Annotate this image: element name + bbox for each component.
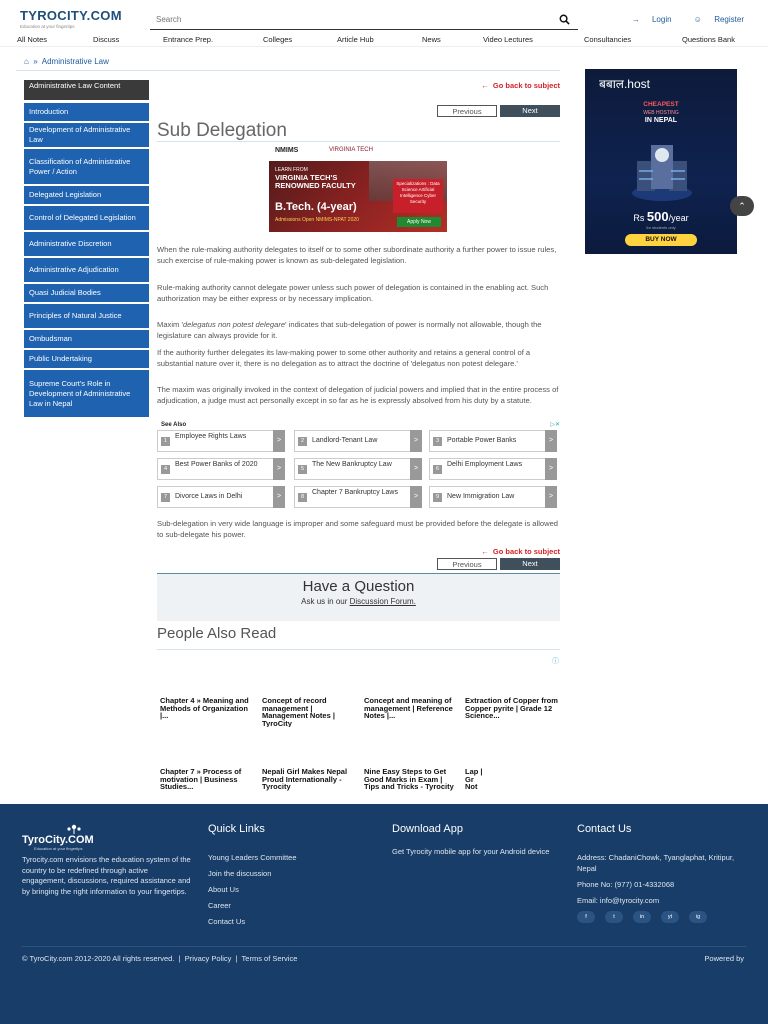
sidebar-item-delegated-legislation[interactable]: Delegated Legislation [24, 186, 149, 204]
login-label: Login [651, 15, 672, 24]
go-back-label: Go back to subject [492, 81, 560, 90]
site-header [0, 0, 768, 50]
privacy-policy-link[interactable]: Privacy Policy [184, 954, 232, 963]
see-also-number: 8 [298, 493, 307, 502]
go-back-label: Go back to subject [492, 547, 560, 556]
nav-all-notes[interactable]: All Notes [17, 35, 48, 44]
footer-link-join-discussion[interactable]: Join the discussion [208, 869, 272, 878]
ad-cheapest: CHEAPEST [643, 101, 679, 108]
register-link[interactable] [684, 15, 744, 24]
ad-partner: VIRGINIA TECH [329, 147, 373, 153]
ad-price [585, 209, 737, 224]
go-back-link[interactable] [481, 81, 560, 90]
chevron-right-icon: > [410, 458, 422, 480]
nmims-ad-banner[interactable] [269, 143, 447, 232]
related-article[interactable]: Lap | Gr Not [465, 768, 483, 791]
related-article[interactable]: Chapter 7 » Process of motivation | Business Studies... [160, 768, 242, 791]
see-also-text: Portable Power Banks [447, 437, 517, 444]
related-article[interactable]: Chapter 4 » Meaning and Methods of Organization |... [160, 697, 249, 720]
linkedin-icon[interactable]: in [633, 911, 651, 923]
nav-colleges[interactable]: Colleges [263, 35, 293, 44]
next-button-bottom[interactable]: Next [500, 558, 560, 570]
footer-about: Tyrocity.com envisions the education system of the country to be redefined through active engagement, discussions, required assistance and by bringing the right information to your fingertips. [22, 855, 191, 896]
paragraph-2-text: Rule-making authority cannot delegate power unless such power of delegation is contained in the enabling act. Such authorization may be either express or by necessary implication. [157, 283, 549, 303]
search-icon[interactable] [559, 14, 570, 25]
sidebar-header: Administrative Law Content [24, 80, 149, 100]
babal-host-ad[interactable] [585, 69, 737, 254]
ad-price-prefix: Rs [633, 213, 647, 223]
sidebar-item-quasi-judicial[interactable]: Quasi Judicial Bodies [24, 284, 149, 302]
terms-of-service-link[interactable]: Terms of Service [241, 954, 298, 963]
related-article[interactable]: Nepali Girl Makes Nepal Proud Internationally - Tyrocity [262, 768, 348, 791]
powered-by: Powered by [704, 954, 744, 963]
ad-logo: बबाल.host [599, 77, 650, 91]
paragraph-4: If the authority further delegates its law-making power to some other authority and retains a general control of a substantial nature over it, there is no delegation as to attract the doctrine of 'delegatus non potest delegare.' [157, 348, 531, 368]
breadcrumb [24, 57, 109, 66]
chevron-right-icon: > [410, 486, 422, 508]
ad-apply-button[interactable]: Apply Now [397, 217, 441, 227]
see-also-number: 5 [298, 465, 307, 474]
contact-phone: Phone No: (977) 01-4332068 [577, 880, 675, 889]
chevron-right-icon: > [273, 486, 285, 508]
footer-link-about-us[interactable]: About Us [208, 885, 239, 894]
youtube-icon[interactable]: yt [661, 911, 679, 923]
chevron-up-icon: ⌃ [738, 201, 746, 211]
see-also-item[interactable] [429, 486, 557, 508]
see-also-item[interactable] [157, 486, 285, 508]
adchoices-icon[interactable]: ⓘ [552, 658, 559, 665]
sidebar-item-natural-justice[interactable]: Principles of Natural Justice [24, 304, 149, 328]
copyright-text: © TyroCity.com 2012-2020 All rights reserved. [22, 954, 175, 963]
footer-copyright-bar: © TyroCity.com 2012-2020 All rights reserved. | Privacy Policy | Terms of Service [22, 954, 298, 963]
see-also-item[interactable] [157, 458, 285, 480]
sidebar-item-adjudication[interactable]: Administrative Adjudication [24, 258, 149, 282]
ad-price-suffix: /year [668, 213, 689, 223]
ad-line2: VIRGINIA TECH'S RENOWNED FACULTY [275, 173, 356, 190]
contact-address: Address: ChadaniChowk, Tyanglaphat, Kritipur, Nepal [577, 853, 735, 873]
see-also-text: Divorce Laws in Delhi [175, 493, 243, 500]
footer-logo-text[interactable]: TyroCity.COM [22, 834, 94, 846]
see-also-text: Employee Rights Laws [175, 433, 247, 440]
see-also-item[interactable] [294, 458, 422, 480]
contact-email[interactable]: Email: info@tyrocity.com [577, 896, 660, 905]
scroll-to-top-button[interactable] [730, 196, 754, 216]
chevron-right-icon: > [273, 458, 285, 480]
breadcrumb-separator: » [31, 57, 40, 66]
sidebar-item-discretion[interactable]: Administrative Discretion [24, 232, 149, 256]
see-also-box [157, 421, 560, 509]
ad-web-hosting: WEB HOSTING [643, 110, 679, 116]
sidebar-item-ombudsman[interactable]: Ombudsman [24, 330, 149, 348]
nav-consultancies[interactable]: Consultancies [584, 35, 632, 44]
sidebar-item-control-delegated[interactable]: Control of Delegated Legislation [24, 206, 149, 230]
paragraph-5: The maxim was originally invoked in the context of delegation of judicial powers and implied that in the entire process of adjudication, a judge must act personally except in so far as he is expressly absolved from his duty by a statute. [157, 385, 559, 405]
nav-news[interactable]: News [422, 35, 441, 44]
ad-students-note: for students only [646, 225, 676, 230]
search-input[interactable] [150, 10, 540, 28]
ad-brand: NMIMS [275, 147, 299, 154]
go-back-link-bottom[interactable] [481, 547, 560, 556]
see-also-text: Delhi Employment Laws [447, 461, 523, 468]
ad-price-value: 500 [646, 209, 669, 224]
nav-questions-bank[interactable]: Questions Bank [682, 35, 735, 44]
sidebar-item-development[interactable]: Development of Administrative Law [24, 123, 149, 147]
discussion-forum-link[interactable]: Discussion Forum. [349, 597, 416, 606]
see-also-number: 3 [433, 437, 442, 446]
see-also-number: 4 [161, 465, 170, 474]
have-a-question-box [157, 573, 560, 621]
search-bar [150, 10, 578, 30]
sidebar-item-classification[interactable]: Classification of Administrative Power / Action [24, 149, 149, 184]
related-article[interactable]: Concept of record management | Management Notes | TyroCity [262, 697, 335, 727]
see-also-number: 1 [161, 437, 170, 446]
paragraph-3-post: ' indicates that sub-delegation of power is normally not allowable, though the legislature can always provide for it. [157, 320, 542, 340]
see-also-text: Landlord-Tenant Law [312, 437, 378, 444]
download-app-title: Download App [392, 823, 463, 835]
sidebar-item-introduction[interactable]: Introduction [24, 103, 149, 121]
chevron-right-icon: > [545, 430, 557, 452]
nav-video-lectures[interactable]: Video Lectures [483, 35, 533, 44]
sidebar-item-public-undertaking[interactable]: Public Undertaking [24, 350, 149, 368]
adchoices-icon[interactable]: ▷✕ [550, 422, 560, 428]
auth-links [612, 15, 744, 24]
people-also-read-title: People Also Read [157, 625, 277, 642]
sidebar [24, 80, 149, 419]
main-nav [0, 33, 768, 47]
paragraph-6: Sub-delegation in very wide language is improper and some safeguard must be provided before the delegate is allowed to sub-delegate his power. [157, 519, 559, 539]
see-also-number: 7 [161, 493, 170, 502]
ad-line1: LEARN FROM [275, 167, 308, 173]
chevron-right-icon: > [273, 430, 285, 452]
question-sub-text: Ask us in our [301, 597, 350, 606]
related-article[interactable]: Concept and meaning of management | Reference Notes |... [364, 697, 453, 720]
footer-logo-tree-icon [64, 824, 84, 834]
footer-logo-tagline: Education at your fingertips [34, 846, 83, 851]
chevron-right-icon: > [545, 486, 557, 508]
ad-course: B.Tech. (4-year) [275, 201, 357, 213]
instagram-icon[interactable]: ig [689, 911, 707, 923]
page-title: Sub Delegation [157, 120, 287, 141]
ad-in-nepal: IN NEPAL [644, 117, 678, 124]
login-link[interactable] [622, 15, 672, 24]
footer-link-young-leaders[interactable]: Young Leaders Committee [208, 853, 297, 862]
nav-article-hub[interactable]: Article Hub [337, 35, 374, 44]
see-also-item[interactable] [157, 430, 285, 452]
question-title: Have a Question [302, 578, 415, 595]
login-icon: → [631, 15, 640, 24]
sidebar-item-supreme-court[interactable]: Supreme Court's Role in Development of Administrative Law in Nepal [24, 370, 149, 417]
question-subtitle [157, 597, 560, 606]
register-label: Register [714, 15, 744, 24]
see-also-number: 6 [433, 465, 442, 474]
see-also-text: Best Power Banks of 2020 [175, 461, 258, 468]
previous-button[interactable]: Previous [437, 105, 497, 117]
paragraph-1: When the rule-making authority delegates to itself or to some other subordinate authority a further power to issue rules, such exercise of rule-making power is known as sub-delegated legislation. [157, 245, 557, 265]
logo-text: TYROCITY.COM [20, 8, 122, 23]
facebook-icon[interactable]: f [577, 911, 595, 923]
see-also-item[interactable] [429, 430, 557, 452]
see-also-label: See Also [161, 422, 187, 428]
breadcrumb-current[interactable]: Administrative Law [41, 57, 109, 66]
download-app-text[interactable]: Get Tyrocity mobile app for your Android device [392, 847, 550, 856]
related-article[interactable]: Nine Easy Steps to Get Good Marks in Exam | Tips and Tricks - Tyrocity [364, 768, 454, 791]
chevron-right-icon: > [545, 458, 557, 480]
arrow-left-icon: ← [481, 547, 489, 556]
see-also-item[interactable] [294, 486, 422, 508]
site-logo[interactable] [20, 8, 122, 29]
paragraph-3-pre: Maxim ' [157, 320, 183, 329]
quick-links-title: Quick Links [208, 823, 265, 835]
user-plus-icon: ☺ [693, 15, 702, 24]
previous-button-bottom[interactable]: Previous [437, 558, 497, 570]
footer-link-career[interactable]: Career [208, 901, 231, 910]
chevron-right-icon: > [410, 430, 422, 452]
nav-entrance-prep[interactable]: Entrance Prep. [163, 35, 214, 44]
twitter-icon[interactable]: t [605, 911, 623, 923]
see-also-item[interactable] [294, 430, 422, 452]
see-also-number: 9 [433, 493, 442, 502]
ad-admissions: Admissions Open NMIMS-NPAT 2020 [275, 217, 359, 223]
paragraph-2 [157, 283, 560, 304]
arrow-left-icon: ← [481, 81, 489, 90]
site-footer [0, 804, 768, 1024]
footer-divider [22, 946, 746, 947]
nav-discuss[interactable]: Discuss [93, 35, 120, 44]
paragraph-3 [157, 320, 560, 341]
logo-tagline: Education at your fingertips [20, 24, 75, 29]
see-also-number: 2 [298, 437, 307, 446]
buy-now-button[interactable]: BUY NOW [625, 234, 697, 246]
footer-link-contact-us[interactable]: Contact Us [208, 917, 246, 926]
server-icon [629, 131, 695, 203]
home-icon[interactable]: ⌂ [24, 57, 29, 66]
see-also-item[interactable] [429, 458, 557, 480]
see-also-text: Chapter 7 Bankruptcy Laws [312, 489, 398, 496]
next-button[interactable]: Next [500, 105, 560, 117]
see-also-text: New Immigration Law [447, 493, 515, 500]
title-divider [157, 141, 560, 142]
see-also-text: The New Bankruptcy Law [312, 461, 392, 468]
ad-specializations: Specializations : Data Science Artificial Intelligence Cyber Security [393, 179, 443, 213]
latin-maxim: delegatus non potest delegare [182, 320, 286, 329]
contact-us-title: Contact Us [577, 823, 632, 835]
breadcrumb-divider [16, 70, 560, 71]
related-article[interactable]: Extraction of Copper from Copper pyrite | Grade 12 Science... [465, 697, 558, 720]
people-also-read-divider [157, 649, 560, 650]
